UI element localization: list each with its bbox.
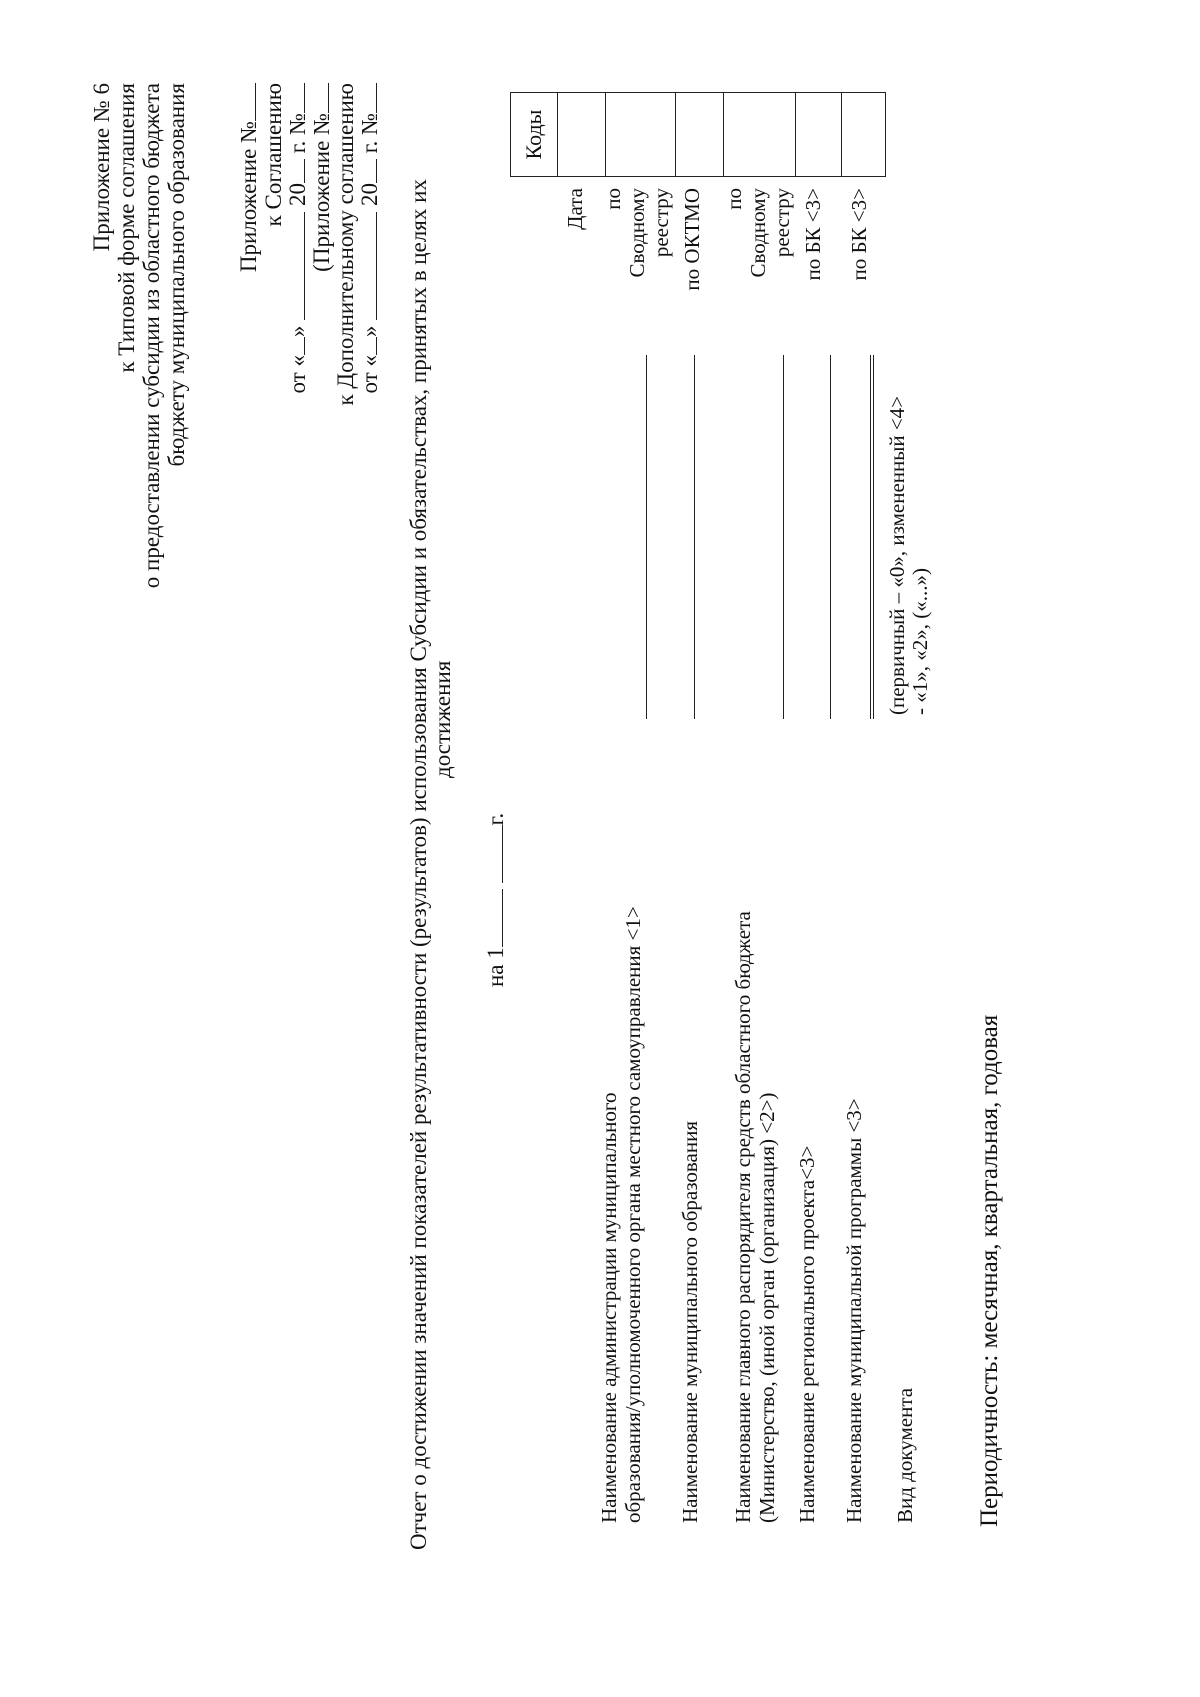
additional-agreement-label: к Дополнительному соглашению	[333, 83, 358, 406]
code-cell-oktmo[interactable]	[676, 93, 724, 177]
code-label-oktmo: по ОКТМО	[680, 188, 704, 291]
doc-type-note: (первичный – «0», измененный <4>	[885, 395, 909, 715]
code-cell-bk-1[interactable]	[796, 93, 842, 177]
additional-date-line	[356, 83, 383, 394]
year-blank[interactable]	[356, 159, 377, 183]
code-cell-registry-1[interactable]	[606, 93, 676, 177]
field-admin-name: Наименование администрации муниципального	[597, 1092, 621, 1523]
doc-type-line[interactable]	[873, 355, 874, 719]
manager-name-line[interactable]	[783, 355, 784, 719]
agreement-date-line	[284, 83, 311, 394]
report-month-year-blank[interactable]	[482, 825, 503, 883]
code-label-date: Дата	[563, 188, 587, 230]
agreement-appendix-no	[235, 83, 262, 272]
code-label-text: по Сводному реестру	[722, 188, 794, 278]
municipal-program-line[interactable]	[870, 355, 871, 719]
number-blank[interactable]	[356, 83, 377, 113]
day-blank[interactable]	[356, 337, 377, 355]
date-prefix: на 1	[483, 947, 508, 987]
additional-appendix-no	[308, 83, 335, 272]
year-blank[interactable]	[284, 159, 305, 183]
from-prefix: от «	[357, 355, 382, 394]
field-regional-project: Наименование регионального проекта<3>	[795, 1145, 819, 1523]
quote-close: »	[285, 325, 310, 338]
field-manager-name-cont: (Министерство, (иной орган (организация) <2>)	[755, 1092, 779, 1523]
field-municipality-name: Наименование муниципального образования	[678, 1121, 702, 1523]
report-title-cont: достижения	[430, 660, 455, 778]
code-label-bk-1: по БК <3>	[801, 188, 825, 281]
year-prefix: 20	[357, 183, 382, 207]
code-cell-date[interactable]	[558, 93, 606, 177]
quote-close: »	[357, 325, 382, 338]
from-prefix: от «	[285, 355, 310, 394]
code-label-registry-1	[601, 188, 673, 280]
code-label-bk-2: по БК <3>	[847, 188, 871, 281]
appendix-budget-ref: бюджету муниципального образования	[164, 83, 189, 467]
code-cell-bk-2[interactable]	[842, 93, 886, 177]
additional-appendix-blank[interactable]	[308, 83, 329, 113]
year-no-label: г. №	[285, 113, 310, 154]
field-admin-name-cont: образования/уполномоченного органа местного самоуправления <1>	[621, 906, 645, 1523]
month-blank[interactable]	[356, 212, 377, 320]
appendix-no-paren: (Приложение №	[309, 113, 334, 272]
day-blank[interactable]	[284, 337, 305, 355]
field-manager-name: Наименование главного распорядителя средств областного бюджета	[731, 911, 755, 1523]
appendix-no-label: Приложение №	[236, 121, 261, 273]
appendix-no-blank[interactable]	[235, 83, 256, 121]
report-date	[482, 813, 509, 987]
municipality-name-line[interactable]	[694, 355, 695, 719]
field-doc-type: Вид документа	[893, 1387, 917, 1523]
month-blank[interactable]	[284, 212, 305, 320]
number-blank[interactable]	[284, 83, 305, 113]
date-suffix: г.	[483, 812, 508, 826]
appendix-form-ref: к Типовой форме соглашения	[114, 83, 139, 373]
doc-type-note-cont: - «1», «2», («...»)	[908, 568, 932, 715]
agreement-to-label: к Соглашению	[261, 83, 286, 227]
year-prefix: 20	[285, 183, 310, 207]
periodicity: Периодичность: месячная, квартальная, годовая	[976, 1014, 1003, 1527]
code-label-registry-2	[722, 188, 794, 280]
appendix-number: Приложение № 6	[89, 83, 114, 252]
code-cell-registry-2[interactable]	[724, 93, 796, 177]
appendix-subsidy-ref: о предоставлении субсидии из областного бюджета	[139, 83, 164, 589]
year-no-label: г. №	[357, 113, 382, 154]
codes-table	[510, 92, 886, 177]
field-municipal-program: Наименование муниципальной программы <3>	[842, 1098, 866, 1523]
report-title: Отчет о достижении значений показателей результативности (результатов) использования Субсидии и обязательствах, принятых в целях их	[406, 179, 431, 1550]
codes-header: Коды	[511, 93, 558, 177]
admin-name-line[interactable]	[646, 355, 647, 719]
regional-project-line[interactable]	[830, 355, 831, 719]
report-day-blank[interactable]	[482, 889, 503, 947]
code-label-text: по Сводному реестру	[601, 188, 673, 278]
